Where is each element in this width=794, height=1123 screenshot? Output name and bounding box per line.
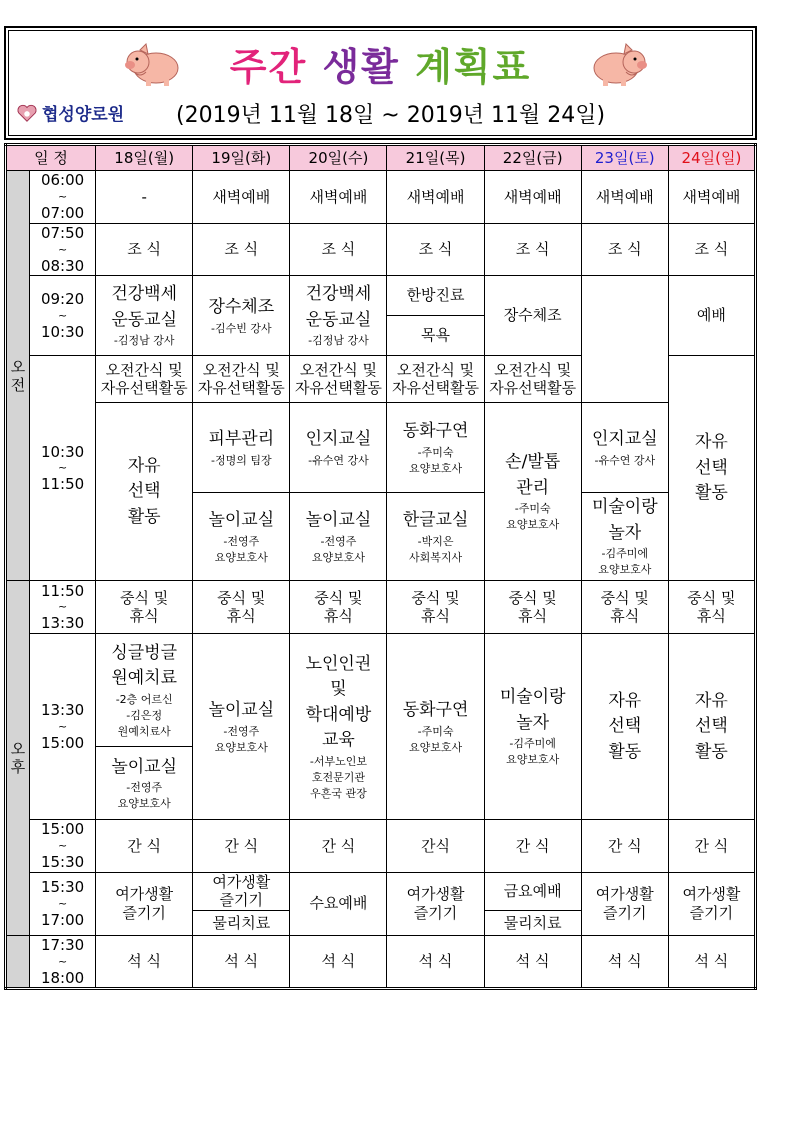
activity-instructor: 요양보호사 [214,550,268,564]
activity-cell [668,634,755,820]
activity-cell [387,403,484,493]
lunch-line: 중식 및 [508,588,557,607]
activity-title: 선택 [608,716,642,736]
lunch-line: 휴식 [518,607,548,626]
activity-title: 운동교실 [111,309,178,330]
activity-instructor: -김정남 강사 [308,334,369,348]
activity-title: 인지교실 [591,429,658,450]
day-header-22: 22일(금) [484,145,581,171]
activity-cell [387,872,484,936]
time-tilde: ~ [57,190,68,204]
title-part-2: 생활 [322,45,400,89]
activity-title: 동화구연 [402,421,469,442]
activity-cell [96,747,193,820]
lunch-line: 휴식 [129,607,159,626]
activity-cell [193,581,290,634]
lunch-line: 중식 및 [600,588,649,607]
time-tilde: ~ [57,719,68,733]
activity-instructor: -김정남 강사 [113,334,175,348]
activity-cell [96,872,193,936]
activity-cell: 조 식 [387,224,484,276]
time-start: 15:30 [40,878,85,897]
activity-cell [581,634,668,820]
time-end: 15:00 [40,733,85,752]
time-start: 10:30 [40,442,85,461]
activity-instructor: -김은정 [126,708,163,722]
activity-title: 놀이교실 [111,756,178,777]
table-row [6,224,756,276]
activity-cell [668,356,755,581]
activity-cell: - [96,171,193,224]
activity-cell: 새벽예배 [581,171,668,224]
activity-title: 인지교실 [305,429,372,450]
activity-cell [290,356,387,403]
activity-cell [96,634,193,747]
leisure-line: 즐기기 [219,891,264,910]
activity-title: 놀자 [608,522,642,543]
table-row [6,634,756,747]
time-tilde: ~ [57,600,68,614]
leisure-line: 여가생활 [406,885,465,903]
leisure-line: 즐기기 [689,903,734,922]
time-end: 17:00 [40,910,85,929]
time-end: 08:30 [40,256,85,275]
time-slot [30,171,96,224]
heart-logo-icon [16,102,38,124]
lunch-line: 중식 및 [314,588,363,607]
activity-cell: 장수체조 [484,276,581,356]
activity-cell [581,403,668,493]
activity-title: 싱글벙글 [111,642,178,663]
time-tilde: ~ [57,461,68,475]
activity-instructor: 원예치료사 [117,724,171,738]
activity-title: 교육 [321,730,355,751]
activity-cell: 새벽예배 [668,171,755,224]
leisure-line: 여가생활 [212,872,271,891]
table-row [6,581,756,634]
activity-cell [96,581,193,634]
day-header-19: 19일(화) [193,145,290,171]
activity-title: 선택 [694,457,728,478]
activity-title: 건강백세 [305,284,372,305]
activity-cell: 수요예배 [290,872,387,936]
activity-cell [96,356,193,403]
lunch-line: 휴식 [226,607,256,626]
day-header-18: 18일(월) [96,145,193,171]
lunch-line: 중식 및 [411,588,460,607]
activity-cell [484,356,581,403]
activity-cell: 간 식 [668,820,755,872]
session-am [6,171,30,581]
activity-cell [668,581,755,634]
activity-instructor: 요양보호사 [311,550,365,564]
snack-line: 오전간식 및 [202,360,280,379]
activity-title: 자유 [608,690,642,711]
leisure-line: 즐기기 [122,903,166,922]
time-start: 13:30 [40,701,85,720]
time-start: 11:50 [40,581,85,600]
activity-title: 미술이랑 [591,497,658,518]
activity-instructor: -전영주 [320,534,357,548]
title-part-3: 계획표 [415,45,532,89]
activity-title: 노인인권 [305,653,372,674]
snack-line: 오전간식 및 [299,360,378,379]
activity-cell: 조 식 [96,224,193,276]
activity-cell [668,872,755,936]
activity-title: 동화구연 [402,700,469,721]
activity-instructor: -주미숙 [417,724,454,738]
activity-instructor: 요양보호사 [117,797,171,810]
activity-cell [484,634,581,820]
activity-cell-empty [581,276,668,403]
activity-title: 원예치료 [111,668,178,689]
activity-title: 활동 [694,483,728,503]
time-tilde: ~ [57,896,68,910]
activity-cell: 조 식 [668,224,755,276]
time-end: 11:50 [40,475,85,494]
activity-cell [387,634,484,820]
time-end: 13:30 [40,614,85,633]
org-logo [16,100,124,125]
snack-line: 자유선택활동 [392,379,480,398]
session-pm-char-1: 오 [10,740,26,759]
activity-instructor: -전영주 [223,534,260,548]
day-header-24: 24일(일) [668,145,755,171]
activity-title: 자유 [694,432,728,452]
activity-instructor: 요양보호사 [506,753,560,767]
header-box [4,26,757,140]
time-start: 17:30 [40,936,85,954]
session-am-char-2: 전 [10,375,26,394]
activity-cell [193,493,290,581]
leisure-line: 여가생활 [115,885,174,903]
activity-cell: 새벽예배 [387,171,484,224]
activity-instructor: -주미숙 [514,502,551,516]
activity-cell [387,493,484,581]
activity-instructor: -전영주 [223,724,260,738]
activity-cell [193,356,290,403]
table-row [6,936,756,989]
activity-title: 선택 [694,716,728,736]
activity-instructor: 호전문기관 [311,770,365,784]
activity-cell [581,581,668,634]
activity-cell [387,356,484,403]
activity-cell [193,872,290,911]
activity-cell: 석 식 [96,936,193,989]
activity-title: 놀이교실 [208,510,275,531]
lunch-line: 휴식 [323,607,353,626]
activity-cell: 새벽예배 [484,171,581,224]
leisure-line: 여가생활 [595,885,654,903]
activity-title: 활동 [694,741,728,762]
activity-title: 활동 [608,741,642,762]
time-end: 10:30 [40,322,85,341]
activity-title: 미술이랑 [499,687,566,708]
lunch-line: 중식 및 [120,588,169,607]
activity-cell: 석 식 [193,936,290,989]
activity-instructor: -유수연 강사 [308,453,369,467]
time-slot [30,224,96,276]
time-slot [30,936,96,989]
activity-cell [581,872,668,936]
activity-cell [290,276,387,356]
activity-cell: 조 식 [193,224,290,276]
header-row [6,145,756,171]
activity-title: 놀이교실 [305,510,372,531]
session-pm [6,581,30,936]
time-end: 18:00 [40,968,85,987]
lunch-line: 휴식 [610,607,640,626]
activity-cell [484,581,581,634]
time-tilde: ~ [57,308,68,322]
activity-cell: 조 식 [484,224,581,276]
table-row [6,820,756,872]
lunch-line: 휴식 [696,607,726,626]
activity-cell: 조 식 [290,224,387,276]
activity-title: 운동교실 [305,309,372,330]
activity-cell [387,581,484,634]
time-slot [30,820,96,872]
activity-cell: 간 식 [290,820,387,872]
activity-cell: 석 식 [668,936,755,989]
table-row [6,872,756,911]
activity-cell [484,403,581,581]
activity-instructor: -김주미에 [509,737,556,751]
leisure-line: 여가생활 [682,885,741,903]
activity-title: 활동 [127,506,161,527]
time-end: 15:30 [40,852,85,871]
activity-instructor: 요양보호사 [598,563,652,577]
activity-cell: 금요예배 [484,872,581,911]
activity-cell [96,276,193,356]
activity-instructor: -2층 어르신 [115,692,173,706]
activity-title: 학대예방 [305,704,372,725]
activity-cell [193,403,290,493]
activity-cell [290,493,387,581]
activity-title: 및 [330,679,347,700]
activity-cell: 예배 [668,276,755,356]
activity-cell: 간 식 [193,820,290,872]
activity-instructor: -박지은 [417,534,454,548]
time-slot [30,276,96,356]
day-header-20: 20일(수) [290,145,387,171]
activity-cell [290,634,387,820]
time-slot [30,872,96,936]
activity-title: 놀자 [516,712,550,733]
day-header-23: 23일(토) [581,145,668,171]
activity-cell: 석 식 [387,936,484,989]
time-tilde: ~ [57,839,68,852]
activity-title: 자유 [127,455,161,476]
activity-cell: 조 식 [581,224,668,276]
activity-title: 관리 [516,477,550,498]
time-start: 15:00 [40,820,85,839]
activity-title: 자유 [694,690,728,711]
time-start: 06:00 [40,171,85,190]
time-slot [30,356,96,581]
activity-instructor: -주미숙 [417,445,454,459]
activity-cell: 새벽예배 [193,171,290,224]
activity-instructor: -유수연 강사 [594,453,656,467]
session-am-char-1: 오 [10,357,26,376]
lunch-line: 중식 및 [217,588,266,607]
activity-cell: 물리치료 [193,911,290,936]
activity-title: 놀이교실 [208,700,275,721]
time-start: 09:20 [40,290,85,309]
activity-cell [290,581,387,634]
activity-cell: 한방진료 [387,276,484,316]
schedule-period: (2019년 11월 18일 ~ 2019년 11월 24일) [176,103,606,128]
activity-instructor: 요양보호사 [408,740,463,754]
lunch-line: 중식 및 [687,588,736,607]
activity-cell: 물리치료 [484,911,581,936]
title-part-1: 주간 [229,45,308,89]
time-tilde: ~ [57,242,68,256]
activity-cell [193,634,290,820]
activity-title: 한글교실 [402,510,469,531]
activity-title: 손/발톱 [505,452,561,473]
activity-instructor: -서부노인보 [309,754,367,768]
activity-cell: 석 식 [290,936,387,989]
activity-title: 선택 [127,481,161,501]
snack-line: 자유선택활동 [100,379,188,398]
time-start: 07:50 [40,224,85,242]
activity-instructor: 사회복지사 [408,550,463,564]
session-blank [6,936,30,989]
schedule-header: 일 정 [6,145,96,171]
activity-instructor: -김주미에 [601,547,649,561]
org-name: 협성양로원 [42,105,125,125]
activity-cell [193,276,290,356]
activity-instructor: -김수빈 강사 [210,321,272,335]
activity-cell: 간 식 [96,820,193,872]
activity-title: 건강백세 [111,284,178,305]
table-row [6,171,756,224]
snack-line: 자유선택활동 [197,379,285,398]
activity-cell: 간 식 [484,820,581,872]
activity-instructor: -정명의 팀장 [210,453,272,467]
activity-instructor: 우흔국 관장 [310,786,367,800]
activity-cell [581,493,668,581]
activity-title: 장수체조 [208,297,275,318]
activity-title: 피부관리 [208,429,275,450]
leisure-line: 즐기기 [603,903,647,922]
activity-cell: 간식 [387,820,484,872]
time-tilde: ~ [57,954,68,968]
schedule-table [4,143,757,990]
snack-line: 오전간식 및 [105,360,183,379]
activity-cell: 간 식 [581,820,668,872]
session-pm-char-2: 후 [10,758,26,777]
day-header-21: 21일(목) [387,145,484,171]
activity-cell: 목욕 [387,316,484,356]
snack-line: 오전간식 및 [494,360,572,379]
time-end: 07:00 [40,203,85,222]
activity-instructor: 요양보호사 [506,518,560,532]
activity-cell [290,403,387,493]
lunch-line: 휴식 [421,607,451,626]
table-row [6,403,756,493]
activity-cell: 석 식 [581,936,668,989]
activity-cell [96,403,193,581]
snack-line: 자유선택활동 [294,379,382,398]
leisure-line: 즐기기 [413,903,458,922]
activity-cell: 새벽예배 [290,171,387,224]
snack-line: 오전간식 및 [396,360,475,379]
time-slot [30,581,96,634]
table-row [6,276,756,316]
pig-icon [588,38,648,88]
activity-instructor: 요양보호사 [408,461,463,475]
activity-instructor: -전영주 [126,781,163,795]
activity-cell: 석 식 [484,936,581,989]
snack-line: 자유선택활동 [489,379,577,398]
time-slot [30,634,96,820]
activity-instructor: 요양보호사 [214,740,268,754]
